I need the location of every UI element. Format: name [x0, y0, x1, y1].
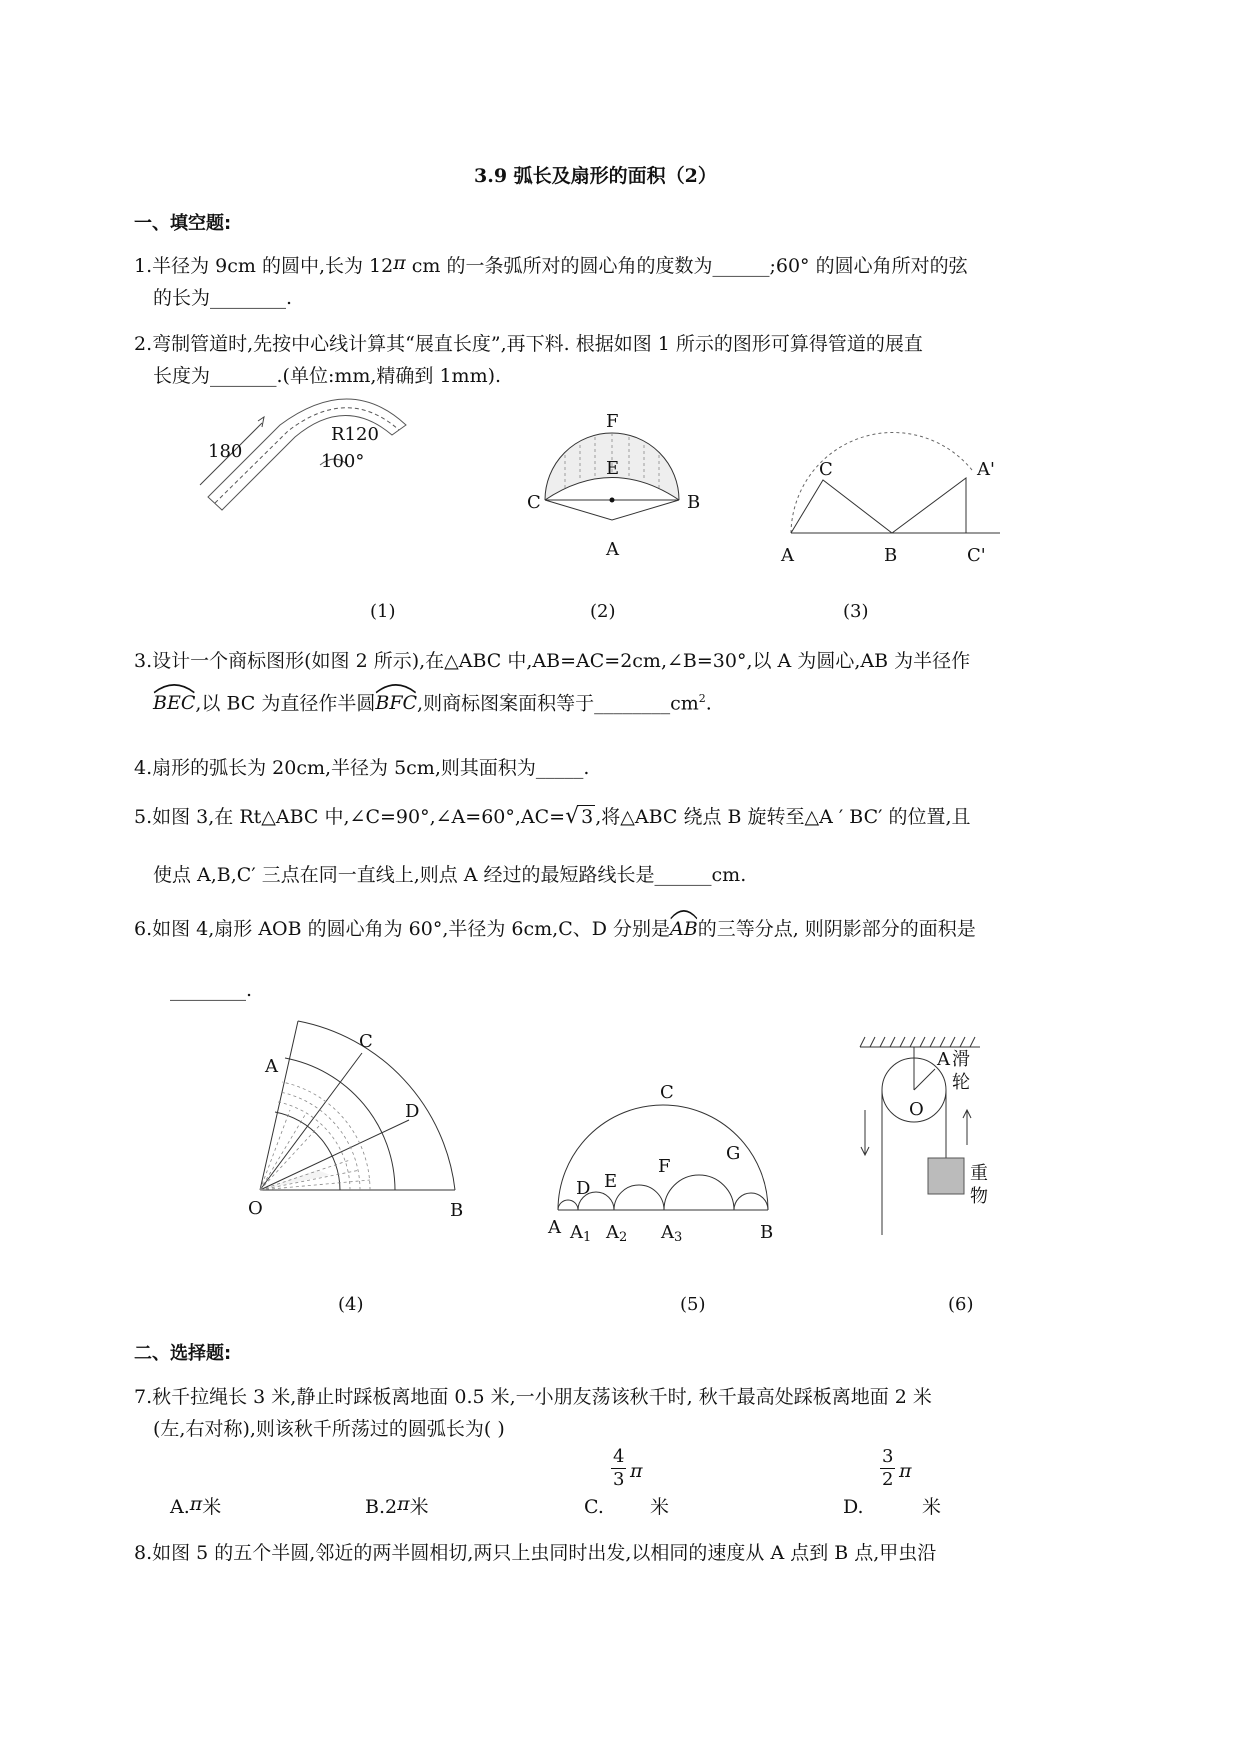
figure-6-pulley: [855, 1035, 1005, 1245]
arc-ab-label: AB: [670, 918, 698, 940]
option-c-fraction: [611, 1446, 626, 1491]
option-a-pi: π: [189, 1493, 203, 1515]
figure-3-rotation: [780, 420, 1010, 570]
q6-text-b: 的三等分点, 则阴影部分的面积是: [697, 918, 976, 940]
fig6-weight-char-2: 物: [970, 1186, 988, 1207]
fig3-label-a: A: [781, 545, 794, 566]
fig2-label-b: B: [687, 492, 701, 513]
pi-symbol: π: [393, 252, 406, 274]
fig5-label-e: E: [604, 1171, 618, 1192]
option-d-unit: 米: [922, 1496, 942, 1518]
fig3-label-a-prime: A': [977, 459, 995, 480]
page-title: 3.9 弧长及扇形的面积（2）: [474, 165, 717, 187]
question-7-line-2: (左,右对称),则该秋千所荡过的圆弧长为( ): [153, 1418, 505, 1440]
option-b-pi: π: [397, 1493, 410, 1515]
fig4-label-c: C: [359, 1031, 373, 1052]
section-heading-fill-blank: 一、填空题:: [134, 213, 232, 234]
figure-1-pipe: [200, 385, 430, 525]
figure-5-semicircles: [548, 1080, 788, 1245]
fig5-label-g: G: [726, 1143, 741, 1164]
fig6-weight-char-1: 重: [970, 1163, 988, 1184]
arc-bec-label: BEC: [153, 692, 196, 715]
fig5-label-d: D: [576, 1178, 591, 1199]
q3-text-end: .: [705, 692, 712, 715]
question-7-line-1: 7.秋千拉绳长 3 米,静止时踩板离地面 0.5 米,一小朋友荡该秋千时, 秋千最高处踩板离地面 2 米: [134, 1386, 932, 1408]
q3-text-mid1: ,以 BC 为直径作半圆: [195, 692, 376, 715]
fig3-label-b: B: [884, 545, 898, 566]
option-a-prefix: A.: [170, 1496, 190, 1518]
question-6-line-1: [134, 912, 976, 942]
option-d-fraction: [880, 1446, 895, 1491]
fig2-label-e: E: [606, 458, 620, 479]
fig2-label-c: C: [527, 492, 541, 513]
question-3-line-1: 3.设计一个商标图形(如图 2 所示),在△ABC 中,AB=AC=2cm,∠B=30°,以 A 为圆心,AB 为半径作: [134, 650, 971, 672]
arc-ab: [670, 912, 698, 942]
option-a-unit: 米: [202, 1496, 222, 1518]
option-c-unit: 米: [650, 1496, 670, 1518]
fig4-label-d: D: [405, 1101, 420, 1122]
q1-text-a: 1.半径为 9cm 的圆中,长为 12: [134, 255, 394, 277]
question-2-line-1: 2.弯制管道时,先按中心线计算其“展直长度”,再下料. 根据如图 1 所示的图形可算得管道的展直: [134, 333, 923, 355]
option-b-prefix: B.2: [365, 1496, 398, 1518]
fig1-angle-label: 100°: [321, 451, 365, 472]
fig4-label-a: A: [265, 1056, 278, 1077]
question-5-line-2: 使点 A,B,C′ 三点在同一直线上,则点 A 经过的最短路线长是______cm.: [153, 864, 747, 886]
fig1-length-label: 180: [208, 441, 243, 462]
fig3-label-c: C: [819, 459, 833, 480]
q3-text-mid2: ,则商标图案面积等于________cm: [417, 692, 699, 715]
superscript-2: 2: [698, 692, 706, 705]
fig1-radius-label: R120: [331, 424, 379, 445]
fig5-label-c: C: [660, 1082, 674, 1103]
option-c-pi: π: [630, 1460, 643, 1482]
fig5-label-f: F: [658, 1156, 671, 1177]
option-d-denominator: 2: [882, 1469, 894, 1490]
option-b-unit: 米: [409, 1496, 429, 1518]
fig2-label-a: A: [606, 539, 619, 560]
fig6-pulley-char-2: 轮: [952, 1072, 970, 1093]
fig5-label-a1: A1: [570, 1222, 592, 1245]
question-1-line-2: 的长为________.: [153, 287, 293, 309]
option-c-prefix: C.: [584, 1496, 604, 1518]
question-4: 4.扇形的弧长为 20cm,半径为 5cm,则其面积为_____.: [134, 757, 590, 779]
fig2-label-f: F: [606, 411, 619, 432]
fig6-pulley-char-1: 滑: [952, 1049, 970, 1070]
fig3-label-c-prime: C': [967, 545, 986, 566]
option-d-prefix: D.: [843, 1496, 864, 1518]
question-8-line-1: 8.如图 5 的五个半圆,邻近的两半圆相切,两只上虫同时出发,以相同的速度从 A 点到 B 点,甲虫沿: [134, 1542, 937, 1564]
option-a: [170, 1494, 221, 1520]
fig4-label-b: B: [450, 1200, 464, 1221]
figure-3-caption: (3): [843, 601, 869, 622]
fig5-label-b: B: [760, 1222, 774, 1243]
option-d-numerator: 3: [882, 1446, 894, 1467]
arc-bec: [153, 686, 195, 716]
q1-text-b: cm 的一条弧所对的圆心角的度数为______;60° 的圆心角所对的弦: [405, 255, 968, 277]
fig5-label-a2: A2: [606, 1222, 628, 1245]
sqrt-radicand: 3: [581, 806, 594, 828]
q5-text-a: 5.如图 3,在 Rt△ABC 中,∠C=90°,∠A=60°,AC=: [134, 806, 566, 828]
fig6-label-a: A: [937, 1049, 950, 1070]
question-2-line-2: 长度为_______.(单位:mm,精确到 1mm).: [153, 365, 502, 387]
sqrt-3: √ 3: [565, 804, 594, 829]
figure-1-caption: (1): [370, 601, 396, 622]
fig5-label-a: A: [548, 1217, 561, 1238]
figure-4-sector: [220, 1015, 480, 1245]
figure-2-caption: (2): [590, 601, 616, 622]
fig6-label-o: O: [909, 1099, 924, 1120]
figure-2-logo: [525, 410, 705, 560]
option-c-numerator: 4: [613, 1446, 625, 1467]
option-b: [365, 1494, 429, 1520]
figure-5-caption: (5): [680, 1294, 706, 1315]
q6-text-a: 6.如图 4,扇形 AOB 的圆心角为 60°,半径为 6cm,C、D 分别是: [134, 918, 671, 940]
fig4-label-o: O: [248, 1198, 263, 1219]
option-c-denominator: 3: [613, 1469, 625, 1490]
arc-bfc: [375, 686, 417, 716]
figure-4-caption: (4): [338, 1294, 364, 1315]
option-d-pi: π: [899, 1460, 912, 1482]
question-6-line-2: ________.: [170, 979, 253, 1001]
fig5-label-a3: A3: [661, 1222, 683, 1245]
q5-text-b: ,将△ABC 绕点 B 旋转至△A ′ BC′ 的位置,且: [595, 806, 971, 828]
question-5-line-1: [134, 804, 971, 830]
question-3-line-2: [153, 686, 712, 716]
figure-6-caption: (6): [948, 1294, 974, 1315]
section-heading-multiple-choice: 二、选择题:: [134, 1343, 232, 1364]
arc-bfc-label: BFC: [375, 692, 418, 715]
question-1-line-1: [134, 253, 968, 279]
